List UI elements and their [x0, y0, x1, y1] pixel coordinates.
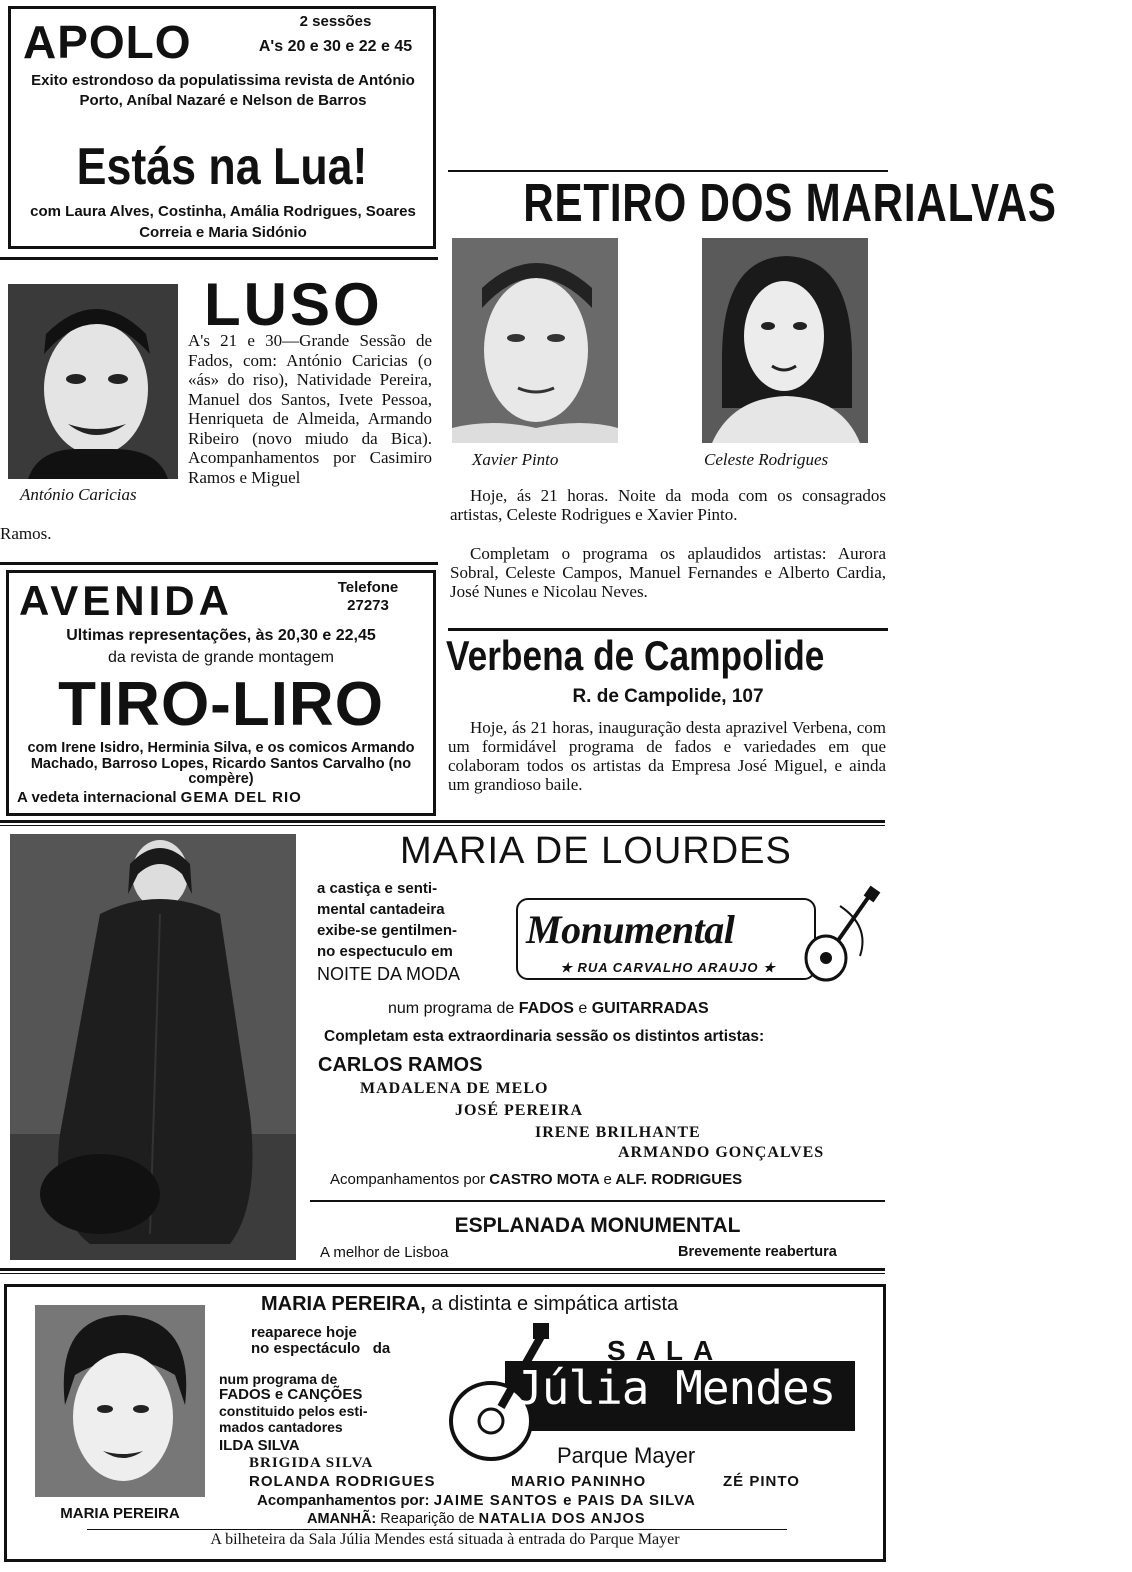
- retiro-photo-right: [702, 238, 868, 443]
- avenida-phone-number: 27273: [347, 597, 389, 614]
- julia-singer-3: ROLANDA RODRIGUES: [249, 1473, 436, 1490]
- apolo-title: APOLO: [23, 16, 192, 68]
- avenida-line2: da revista de grande montagem: [108, 649, 334, 666]
- divider: [0, 1273, 885, 1274]
- monumental-desc-line: a castiça e senti-: [317, 880, 438, 897]
- verbena-ad: [446, 632, 890, 820]
- monumental-desc-line: no espectuculo em: [317, 943, 453, 960]
- monumental-artist-1: CARLOS RAMOS: [318, 1054, 483, 1076]
- retiro-para2: Completam o programa os aplaudidos artistas: Aurora Sobral, Celeste Campos, Manuel Fernandes e Alberto Cardia, José Nunes e Nicolau Neves.: [450, 544, 886, 601]
- avenida-vedette-label: A vedeta internacional: [17, 789, 177, 806]
- apolo-sessions-2: A's 20 e 30 e 22 e 45: [258, 38, 413, 55]
- divider: [448, 628, 888, 631]
- divider: [87, 1529, 787, 1530]
- apolo-show-text: Estás na Lua!: [76, 138, 368, 196]
- julia-reaparece-1: reaparece hoje: [251, 1324, 357, 1341]
- monumental-desc-line: exibe-se gentilmen-: [317, 922, 458, 939]
- monumental-completam: Completam esta extraordinaria sessão os distintos artistas:: [324, 1028, 765, 1045]
- retiro-title-text: RETIRO DOS MARIALVAS: [523, 173, 1057, 233]
- monumental-accomp-a: CASTRO MOTA: [489, 1171, 600, 1188]
- julia-singer-1: ILDA SILVA: [219, 1437, 300, 1454]
- divider: [0, 825, 885, 826]
- julia-amanha: [307, 1511, 646, 1527]
- julia-reaparece-2: no espectáculo da: [251, 1340, 391, 1357]
- julia-accomp: [257, 1492, 696, 1509]
- julia-headline: [261, 1293, 678, 1316]
- luso-photo: [8, 284, 178, 479]
- retiro-caption-right: Celeste Rodrigues: [704, 450, 829, 469]
- monumental-desc-line: mental cantadeira: [317, 901, 445, 918]
- verbena-title: [446, 632, 890, 680]
- monumental-accomp: [330, 1171, 742, 1188]
- julia-amanha-name: NATALIA DOS ANJOS: [478, 1511, 646, 1527]
- verbena-text: Hoje, ás 21 horas, inauguração desta aprazivel Verbena, com um formidável programa de fados e variedades em que colaboram todos os artistas da Empresa José Miguel, e ainda um grandioso baile.: [448, 718, 886, 794]
- retiro-title: [448, 172, 1057, 234]
- monumental-programa: [388, 1000, 709, 1018]
- verbena-title-text: Verbena de Campolide: [446, 632, 825, 679]
- julia-accomp-prefix: Acompanhamentos por:: [257, 1492, 430, 1509]
- julia-prog-line: num programa de: [219, 1371, 338, 1387]
- avenida-phone: [313, 579, 423, 615]
- woman-coat-portrait-icon: [10, 834, 296, 1260]
- luso-ad: [0, 262, 440, 562]
- julia-programa: [219, 1371, 368, 1435]
- julia-logo-top: SALA: [607, 1335, 724, 1366]
- julia-prog-line: constituido pelos esti-: [219, 1403, 368, 1419]
- julia-photo: [35, 1305, 205, 1497]
- julia-bilheteira: A bilheteira da Sala Júlia Mendes está situada à entrada do Parque Mayer: [210, 1531, 680, 1548]
- julia-amanha-prefix: AMANHÃ:: [307, 1511, 377, 1527]
- monumental-accomp-prefix: Acompanhamentos por: [330, 1171, 486, 1188]
- monumental-artist: MARIA DE LOURDES: [400, 830, 792, 872]
- monumental-programa-prefix: num programa de: [388, 1000, 515, 1017]
- verbena-address: R. de Campolide, 107: [572, 686, 764, 707]
- divider: [0, 257, 438, 260]
- julia-prog-line: FADOS e CANÇÕES: [219, 1386, 363, 1403]
- avenida-line1: Ultimas representações, às 20,30 e 22,45: [66, 627, 376, 644]
- monumental-logo: [516, 898, 816, 980]
- monumental-logo-text: Monumental: [526, 907, 735, 952]
- apolo-ad: [8, 6, 436, 249]
- apolo-sessions-1: 2 sessões: [299, 13, 372, 30]
- apolo-sessions: [243, 13, 428, 56]
- luso-photo-caption: António Caricias: [20, 485, 137, 504]
- monumental-artist-5: ARMANDO GONÇALVES: [618, 1144, 825, 1161]
- guitar-icon: [800, 886, 884, 986]
- monumental-artist-3: JOSÉ PEREIRA: [455, 1102, 584, 1119]
- avenida-phone-label: Telefone: [337, 579, 399, 596]
- julia-prog-line: mados cantadores: [219, 1419, 343, 1435]
- monumental-noite: NOITE DA MODA: [317, 964, 461, 984]
- retiro-photo-left: [452, 238, 618, 443]
- woman-portrait-icon: [35, 1305, 205, 1497]
- monumental-artist-2: MADALENA DE MELO: [360, 1080, 549, 1097]
- julia-accomp-names: JAIME SANTOS e PAIS DA SILVA: [433, 1492, 696, 1509]
- woman-portrait-icon: [702, 238, 868, 443]
- divider: [0, 562, 438, 565]
- retiro-ad: [448, 172, 1057, 628]
- monumental-programa-guitarradas: GUITARRADAS: [591, 1000, 709, 1017]
- monumental-programa-fados: FADOS: [518, 1000, 574, 1017]
- monumental-photo: [10, 834, 296, 1260]
- julia-singer-2: BRIGIDA SILVA: [249, 1455, 374, 1471]
- apolo-cast: com Laura Alves, Costinha, Amália Rodrigues, Soares Correia e Maria Sidónio: [30, 203, 416, 241]
- divider: [0, 820, 885, 823]
- monumental-artist-4: IRENE BRILHANTE: [535, 1124, 701, 1141]
- julia-singer-4: MARIO PANINHO: [511, 1473, 647, 1490]
- avenida-vedette: [17, 789, 427, 806]
- julia-amanha-mid: Reaparição de: [380, 1511, 475, 1527]
- monumental-programa-e: e: [578, 1000, 588, 1017]
- monumental-esplanada-right: Brevemente reabertura: [678, 1244, 837, 1260]
- divider: [310, 1200, 885, 1202]
- monumental-esplanada-left: A melhor de Lisboa: [320, 1244, 449, 1261]
- julia-logo-name: Júlia Mendes: [515, 1361, 836, 1415]
- avenida-cast: com Irene Isidro, Herminia Silva, e os comicos Armando Machado, Barroso Lopes, Ricardo Santos Carvalho (no compère): [27, 740, 415, 787]
- retiro-caption-left: Xavier Pinto: [472, 450, 559, 469]
- retiro-para1: Hoje, ás 21 horas. Noite da moda com os consagrados artistas, Celeste Rodrigues e Xavier Pinto.: [450, 486, 886, 524]
- julia-photo-caption: MARIA PEREIRA: [60, 1505, 180, 1522]
- luso-title: LUSO: [204, 271, 383, 338]
- julia-reaparece: [251, 1325, 390, 1357]
- julia-ad: [4, 1284, 886, 1562]
- julia-singer-5: ZÉ PINTO: [723, 1473, 800, 1490]
- julia-headline-name: MARIA PEREIRA,: [261, 1293, 426, 1315]
- avenida-title: AVENIDA: [19, 577, 233, 624]
- avenida-vedette-name: GEMA DEL RIO: [180, 789, 302, 806]
- luso-text-tail: Ramos.: [0, 524, 52, 543]
- luso-text: A's 21 e 30—Grande Sessão de Fados, com: António Caricias (o «ás» do riso), Natividade Pereira, Manuel dos Santos, Ivete Pessoa, Henriqueta de Almeida, Armando Ribeiro (novo miudo da Bica). Acompanhamentos por Casimiro Ramos e Miguel: [188, 331, 432, 487]
- monumental-desc: [317, 878, 497, 985]
- divider: [0, 1268, 885, 1271]
- julia-logo-sub: Parque Mayer: [557, 1443, 696, 1468]
- man-portrait-icon: [452, 238, 618, 443]
- monumental-esplanada: ESPLANADA MONUMENTAL: [454, 1214, 741, 1237]
- man-portrait-icon: [8, 284, 178, 479]
- monumental-logo-address: ★ RUA CARVALHO ARAUJO ★: [560, 960, 776, 975]
- apolo-show-title: [11, 137, 433, 197]
- monumental-accomp-b: ALF. RODRIGUES: [615, 1171, 743, 1188]
- monumental-accomp-e: e: [603, 1171, 612, 1188]
- avenida-ad: [6, 570, 436, 816]
- julia-headline-rest: a distinta e simpática artista: [431, 1293, 679, 1315]
- apolo-description: Exito estrondoso da populatissima revista de António Porto, Aníbal Nazaré e Nelson de Barros: [31, 72, 415, 109]
- monumental-ad: [0, 828, 890, 1268]
- avenida-show: TIRO-LIRO: [58, 670, 384, 739]
